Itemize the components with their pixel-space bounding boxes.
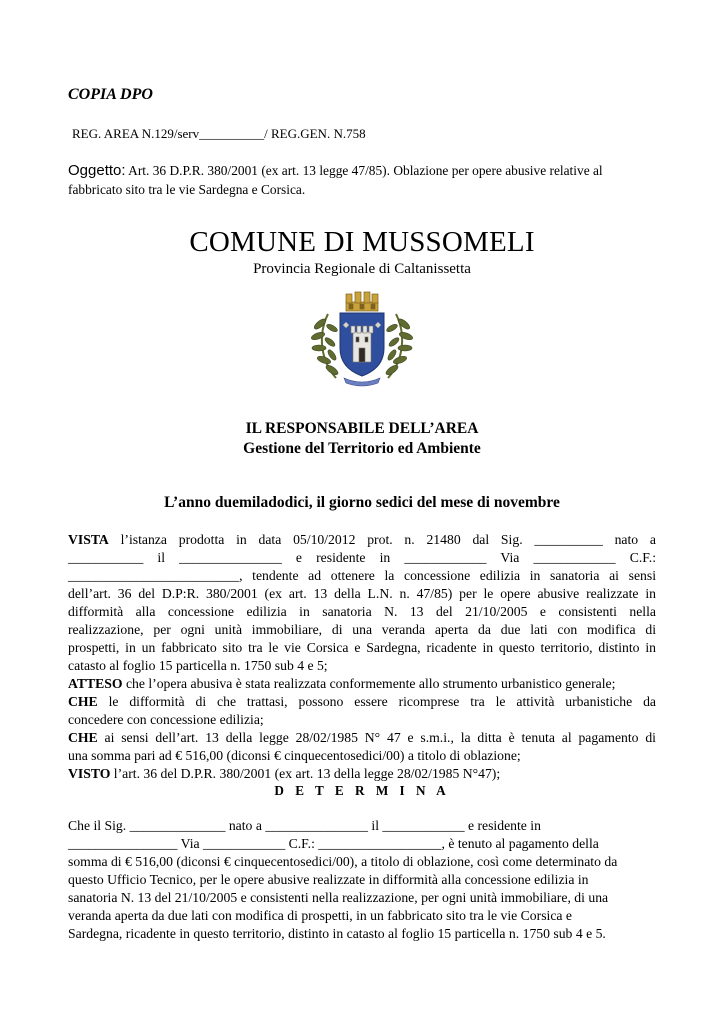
subject-text: Art. 36 D.P.R. 380/2001 (ex art. 13 legge 47/85). Oblazione per opere abusive relative al fabbricato sito tra le vie Sardegna e Corsica. bbox=[68, 163, 603, 197]
laurel-right bbox=[385, 314, 414, 378]
operative-line: questo Ufficio Tecnico, per le opere abusive realizzate in difformità alla concessione edilizia in bbox=[68, 872, 589, 887]
recital-line bbox=[68, 729, 656, 747]
province-subtitle: Provincia Regionale di Caltanissetta bbox=[253, 261, 471, 277]
recital-text: ___________ il _______________ e residente in ____________ Via ____________ C.F.: bbox=[68, 550, 656, 565]
municipality-title: COMUNE DI MUSSOMELI bbox=[189, 226, 535, 258]
crown bbox=[346, 292, 378, 311]
recital-line bbox=[68, 693, 656, 711]
recital-line bbox=[68, 531, 656, 549]
recital-text: una somma pari ad € 516,00 (diconsi € cinquecentosedici/00) a titolo di oblazione; bbox=[68, 748, 521, 763]
recital-text: realizzazione, per ogni unità immobiliare, di una veranda aperta da due lati con modifica di bbox=[68, 622, 656, 637]
ribbon bbox=[344, 378, 380, 386]
recital-line bbox=[68, 675, 656, 693]
recital-text: l’art. 36 del D.P.R. 380/2001 (ex art. 13 della legge 28/02/1985 N°47); bbox=[110, 766, 501, 781]
operative-line: Sardegna, ricadente in questo territorio, distinto in catasto al foglio 15 particella n. 1750 sub 4 e 5. bbox=[68, 926, 606, 941]
date-heading: L’anno duemiladodici, il giorno sedici del mese di novembre bbox=[164, 494, 560, 511]
recital-label: CHE bbox=[68, 730, 98, 745]
recital-text: ai sensi dell’art. 13 della legge 28/02/1985 N° 47 e s.m.i., la ditta è tenuta al pagamento di bbox=[97, 730, 656, 745]
operative-line: veranda aperta da due lati con modifica di prospetti, in un fabbricato sito tra le vie Corsica e bbox=[68, 908, 572, 923]
recital-line bbox=[68, 657, 656, 675]
recital-line bbox=[68, 603, 656, 621]
recital-label: VISTO bbox=[68, 766, 111, 781]
recital-label: ATTESO bbox=[68, 676, 123, 691]
recital-line bbox=[68, 639, 656, 657]
operative-line: somma di € 516,00 (diconsi € cinquecentosedici/00), a titolo di oblazione, così come determinato da bbox=[68, 854, 618, 869]
operative-block bbox=[68, 817, 656, 943]
operative-line: sanatoria N. 13 del 21/10/2005 e consistenti nella realizzazione, per ogni unità immobiliare, di una bbox=[68, 890, 609, 905]
operative-line: ________________ Via ____________ C.F.: __________________, è tenuto al pagamento della bbox=[68, 836, 599, 851]
recital-line bbox=[68, 711, 656, 729]
recital-text: difformità alla concessione edilizia in sanatoria N. 13 del 21/10/2005 e consistenti nella bbox=[68, 604, 656, 619]
office-title: IL RESPONSABILE DELL’AREA bbox=[245, 420, 479, 437]
recital-text: l’istanza prodotta in data 05/10/2012 prot. n. 21480 dal Sig. __________ nato a bbox=[108, 532, 656, 547]
recital-text: che l’opera abusiva è stata realizzata conformemente allo strumento urbanistico generale; bbox=[122, 676, 616, 691]
recital-text: concedere con concessione edilizia; bbox=[68, 712, 264, 727]
recital-text: le difformità di che trattasi, possono essere ricomprese tra le attività urbanistiche da bbox=[97, 694, 656, 709]
office-subtitle: Gestione del Territorio ed Ambiente bbox=[243, 440, 481, 457]
recital-line bbox=[68, 765, 656, 783]
determina-heading: D E T E R M I N A bbox=[274, 783, 450, 798]
coat-of-arms-icon bbox=[306, 288, 418, 388]
subject-label: Oggetto: bbox=[68, 162, 126, 179]
recitals-block bbox=[68, 531, 656, 783]
registration-number: REG. AREA N.129/serv__________/ REG.GEN. N.758 bbox=[72, 126, 366, 141]
copia-dpo-label: COPIA DPO bbox=[68, 86, 153, 103]
recital-text: prospetti, in un fabbricato sito tra le vie Corsica e Sardegna, ricadente in questo territorio, distinto in bbox=[68, 640, 656, 655]
recital-line bbox=[68, 549, 656, 567]
recital-label: CHE bbox=[68, 694, 98, 709]
recital-line bbox=[68, 585, 656, 603]
office-heading bbox=[0, 419, 724, 459]
recital-text: dell’art. 36 del D.P:R. 380/2001 (ex art. 13 della L.N. n. 47/85) per le opere abusive realizzate in bbox=[68, 586, 656, 601]
recital-line bbox=[68, 621, 656, 639]
recital-line bbox=[68, 747, 656, 765]
recital-text: _________________________, tendente ad ottenere la concessione edilizia in sanatoria ai sensi bbox=[68, 568, 656, 583]
recital-label: VISTA bbox=[68, 532, 109, 547]
laurel-left bbox=[310, 314, 339, 378]
recital-text: catasto al foglio 15 particella n. 1750 sub 4 e 5; bbox=[68, 658, 328, 673]
operative-line: Che il Sig. ______________ nato a _______________ il ____________ e residente in bbox=[68, 818, 541, 833]
subject-block bbox=[68, 161, 658, 199]
recital-line bbox=[68, 567, 656, 585]
